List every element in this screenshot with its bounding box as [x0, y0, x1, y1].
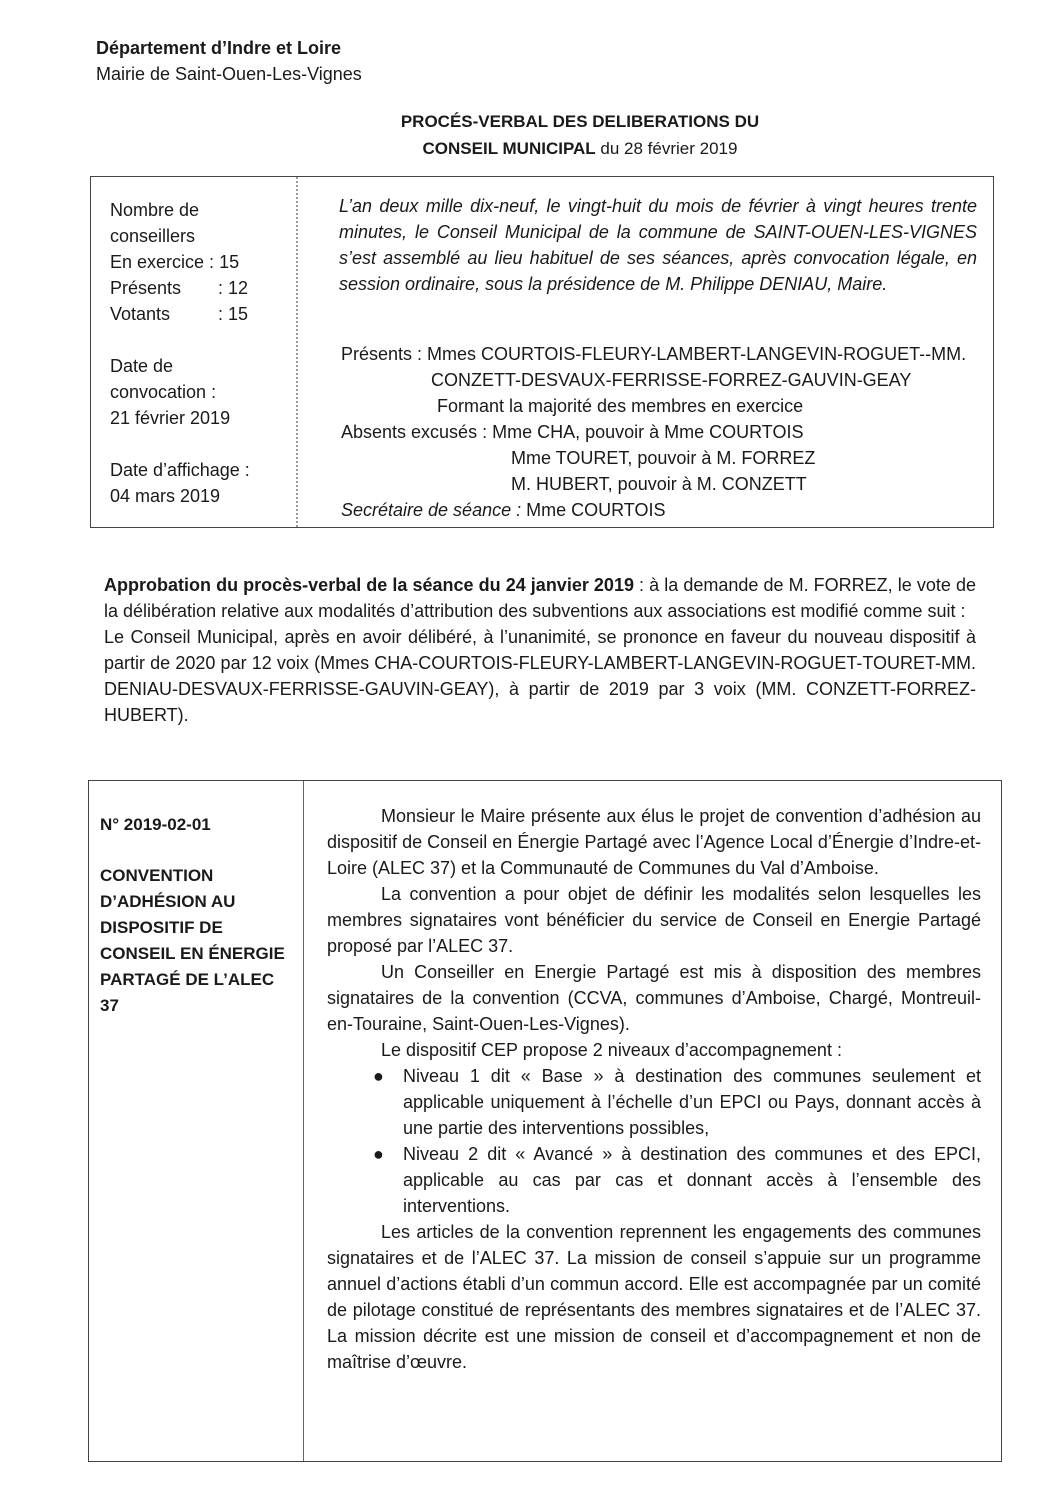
approbation-text-1: : à la demande de M. FORREZ, le vote de la délibération relative aux modalités d’attribution des subventions aux associations est modifié comme suit :	[104, 575, 976, 621]
convocation-label-2: convocation :	[110, 382, 217, 402]
votants-value: : 15	[218, 304, 249, 324]
column-divider	[303, 781, 304, 1461]
title-line-1: PROCÉS-VERBAL DES DELIBERATIONS DU	[400, 112, 760, 131]
affichage-date-block	[110, 457, 250, 509]
absents-line-3: M. HUBERT, pouvoir à M. CONZETT	[511, 474, 807, 494]
count-presents	[110, 275, 248, 301]
presents-value: : 12	[218, 278, 249, 298]
convocation-date: 21 février 2019	[110, 408, 231, 428]
affichage-date: 04 mars 2019	[110, 486, 221, 506]
count-votants	[110, 301, 248, 327]
deliberation-number: N° 2019-02-01	[100, 815, 211, 834]
bullet-text-2: Niveau 2 dit « Avancé » à destination des communes et des EPCI, applicable au cas par cas et donnant accès à l’ensemble des interventions.	[403, 1144, 981, 1216]
approbation-paragraph-1	[104, 572, 976, 624]
secretaire-line	[341, 497, 665, 523]
majority-note: Formant la majorité des membres en exercice	[437, 396, 804, 416]
list-item	[373, 1141, 981, 1219]
body-paragraph-5: Les articles de la convention reprennent les engagements des communes signataires et de l’ALEC 37. La mission de conseil s’appuie sur un programme annuel d’actions établi d’un commun accord. Elle est accompagnée par un comité de pilotage constitué de représentants des membres signataires et de l’ALEC 37. La mission décrite est une mission de conseil et d’accompagnement et non de maîtrise d’œuvre.	[327, 1222, 981, 1372]
secretaire-label: Secrétaire de séance :	[341, 500, 522, 520]
deliberation-title: CONVENTION D’ADHÉSION AU DISPOSITIF DE CONSEIL EN ÉNERGIE PARTAGÉ DE L’ALEC 37	[100, 866, 285, 1015]
counts-label-1: Nombre de	[110, 200, 200, 220]
convocation-label-1: Date de	[110, 356, 174, 376]
approbation-paragraph-2: Le Conseil Municipal, après en avoir délibéré, à l’unanimité, se prononce en faveur du nouveau dispositif à partir de 2020 par 12 voix (Mmes CHA-COURTOIS-FLEURY-LAMBERT-LANGEVIN-ROGUET-TOURET-MM. DENIAU-DESVAUX-FERRISSE-GAUVIN-GEAY), à partir de 2019 par 3 voix (MM. CONZETT-FORREZ-HUBERT).	[104, 627, 976, 725]
votants-label: Votants	[110, 304, 171, 324]
document-title	[330, 108, 830, 162]
convocation-date-block	[110, 353, 230, 431]
deliberation-body	[327, 803, 981, 1375]
mairie-heading: Mairie de Saint-Ouen-Les-Vignes	[96, 64, 362, 84]
body-paragraph-1: Monsieur le Maire présente aux élus le projet de convention d’adhésion au dispositif de Conseil en Énergie Partagé avec l’Agence Local d’Énergie d’Indre-et-Loire (ALEC 37) et la Communauté de Communes du Val d’Amboise.	[327, 806, 981, 878]
count-exercice	[110, 249, 248, 275]
counts-label-2: conseillers	[110, 226, 196, 246]
approbation-section	[104, 572, 976, 728]
department-heading: Département d’Indre et Loire	[96, 38, 342, 58]
secretaire-value: Mme COURTOIS	[521, 500, 666, 520]
council-stats-column	[91, 177, 298, 527]
bullet-dot-icon: ●	[373, 1144, 384, 1164]
exercice-label: En exercice :	[110, 252, 215, 272]
absents-line-2: Mme TOURET, pouvoir à M. FORREZ	[511, 448, 816, 468]
approbation-heading: Approbation du procès-verbal de la séance du 24 janvier 2019	[104, 575, 634, 595]
exercice-value: 15	[219, 252, 240, 272]
bullet-dot-icon: ●	[373, 1066, 384, 1086]
accompaniment-levels-list	[327, 1063, 981, 1219]
title-date: du 28 février 2019	[595, 139, 738, 158]
council-counts	[110, 197, 248, 327]
session-preamble: L’an deux mille dix-neuf, le vingt-huit du mois de février à vingt heures trente minutes, le Conseil Municipal de la commune de SAINT-OUEN-LES-VIGNES s’est assemblé au lieu habituel de ses séances, après convocation légale, en session ordinaire, sous la présidence de M. Philippe DENIAU, Maire.	[339, 196, 977, 294]
body-paragraph-3: Un Conseiller en Energie Partagé est mis à disposition des membres signataires de la convention (CCVA, communes d’Amboise, Chargé, Montreuil-en-Touraine, Saint-Ouen-Les-Vignes).	[327, 962, 981, 1034]
title-line-2	[330, 135, 830, 162]
body-paragraph-2: La convention a pour objet de définir les modalités selon lesquelles les membres signataires vont bénéficier du service de Conseil en Energie Partagé proposé par l’ALEC 37.	[327, 884, 981, 956]
title-council: CONSEIL MUNICIPAL	[422, 139, 596, 158]
list-item	[373, 1063, 981, 1141]
presents-label: Présents	[110, 278, 182, 298]
presents-line-1: Présents : Mmes COURTOIS-FLEURY-LAMBERT-LANGEVIN-ROGUET--MM.	[341, 344, 967, 364]
session-info-box	[90, 176, 994, 528]
presents-line-2: CONZETT-DESVAUX-FERRISSE-FORREZ-GAUVIN-GEAY	[431, 370, 912, 390]
bullet-text-1: Niveau 1 dit « Base » à destination des communes seulement et applicable uniquement à l’échelle d’un EPCI ou Pays, donnant accès à une partie des interventions possibles,	[403, 1066, 981, 1138]
affichage-label: Date d’affichage :	[110, 460, 250, 480]
deliberation-box	[88, 780, 1002, 1462]
absents-line-1: Absents excusés : Mme CHA, pouvoir à Mme COURTOIS	[341, 422, 804, 442]
body-paragraph-4: Le dispositif CEP propose 2 niveaux d’accompagnement :	[381, 1040, 842, 1060]
